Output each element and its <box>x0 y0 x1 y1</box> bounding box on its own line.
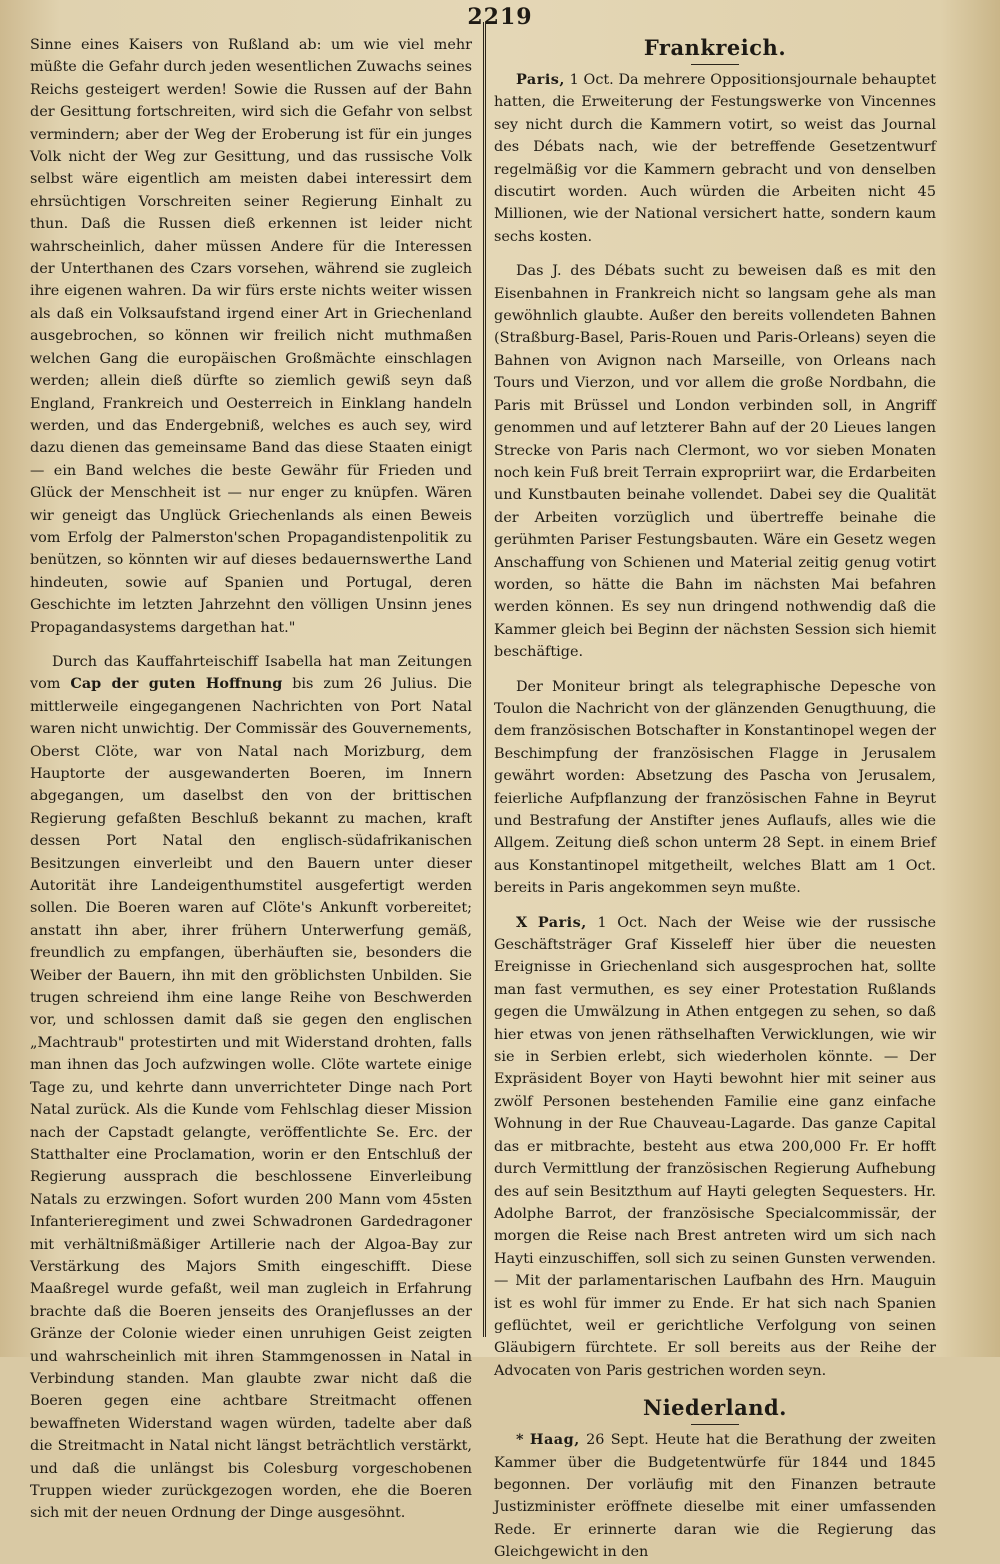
right-column <box>494 34 937 1561</box>
page-number: 2219 <box>467 4 533 30</box>
dateline: Paris, <box>537 913 587 931</box>
left-column <box>30 34 472 1522</box>
heading-underline <box>691 64 739 65</box>
column-divider <box>483 22 486 1337</box>
russia-article-continuation: Sinne eines Kaisers von Rußland ab: um wie viel mehr müßte die Gefahr durch jeden wesentlichen Zuwachs seines Reichs gesteigert werden! Sowie die Russen auf der Bahn der Gesittung fortschreiten, wird sich die Gefahr von selbst vermindern; aber der Weg der Eroberung ist für ein junges Volk nicht der Weg zur Gesittung, und das russische Volk selbst wäre eigentlich am meisten dabei interessirt dem ehrsüchtigen Vorschreiten seiner Regierung Einhalt zu thun. Daß die Russen dieß erkennen ist leider nicht wahrscheinlich, daher müssen Andere für die Interessen der Unterthanen des Czars vorsehen, während sie zugleich ihre eigenen wahren. Da wir fürs erste nichts weiter wissen als daß ein Volksaufstand irgend einer Art in Griechenland ausgebrochen, so können wir freilich nicht muthmaßen welchen Gang die europäischen Großmächte einschlagen werden; allein dieß dürfte so ziemlich gewiß seyn daß England, Frankreich und Oesterreich in Einklang handeln werden, und das Endergebniß, welches es auch sey, wird dazu dienen das gemeinsame Band das diese Staaten einigt — ein Band welches die beste Gewähr für Frieden und Glück der Menschheit ist — nur enger zu knüpfen. Wären wir geneigt das Unglück Griechenlands als einen Beweis vom Erfolg der Palmerston'schen Propagandistenpolitik zu benützen, so könnten wir auf dieses bedauernswerthe Land hindeuten, sowie auf Spanien und Portugal, deren Geschichte im letzten Jahrzehnt den völligen Unsinn jenes Propagandasystems dargethan hat." <box>30 37 472 636</box>
cape-article <box>30 651 472 1525</box>
article-text: Nach der Weise wie der russische Geschäftsträger Graf Kisseleff hier über die neuesten Ereignisse in Griechenland sich ausgesprochen hat, sollte man fast vermuthen, es sey einer Protestation Rußlands gegen die Umwälzung in Athen entgegen zu sehen, so daß hier etwas von jenen räthselhaften Verwicklungen, wie wir sie in Serbien erlebt, sich wiederholen könnte. — Der Expräsident Boyer von Hayti bewohnt hier mit seiner aus zwölf Personen bestehenden Familie eine ganz einfache Wohnung in der Rue Chauveau-Lagarde. Das ganze Capital das er mitbrachte, besteht aus etwa 200,000 Fr. Er hofft durch Vermittlung der französischen Regierung Aufhebung des auf sein Besitzthum auf Hayti gelegten Sequesters. Hr. Adolphe Barrot, der französische Specialcommissär, der morgen die Reise nach Brest antreten wird um sich nach Hayti einzuschiffen, soll sich zu seinen Gunsten verwenden. — Mit der parlamentarischen Laufbahn des Hrn. Mauguin ist es wohl für immer zu Ende. Er hat sich nach Spanien geflüchtet, weil er gerichtliche Verfolgung von seinen Gläubigern fürchtete. Er soll bereits aus der Reihe der Advocaten von Paris gestrichen worden seyn. <box>494 914 937 1379</box>
paris-article-4 <box>494 912 936 1383</box>
section-heading-netherlands: Niederland. <box>643 1395 787 1421</box>
section-heading-france: Frankreich. <box>643 35 787 60</box>
paris-article-3: Der Moniteur bringt als telegraphische Depesche von Toulon die Nachricht von der glänzenden Genugthuung, die dem französischen Botschafter in Konstantinopel wegen der Beschimpfung der französischen Flagge in Jerusalem gewährt worden: Absetzung des Pascha von Jerusalem, feierliche Aufpflanzung der französischen Fahne in Beyrut und Bestrafung der Anstifter jenes Auflaufs, alles wie die Allgem. Zeitung dieß schon unterm 28 Sept. in einem Brief aus Konstantinopel mitgetheilt, welches Blatt am 1 Oct. bereits in Paris angekommen seyn mußte. <box>494 678 936 897</box>
article-text: Da mehrere Oppositionsjournale behauptet hatten, die Erweiterung der Festungswerke von Vincennes sey nicht durch die Kammern votirt, so weist das Journal des Débats nach, wie der betreffende Gesetzentwurf regelmäßig vor die Kammern gebracht und von denselben discutirt worden. Auch würden die Arbeiten nicht 45 Millionen, wie der National versichert hatte, sondern kaum sechs kosten. <box>494 72 936 245</box>
correspondent-mark: X <box>516 913 528 931</box>
cape-article-text: Durch das Kauffahrteischiff Isabella hat man Zeitungen vom Cap der guten Hoffnung bis zum 26 Julius. Die mittlerweile eingegangenen Nachrichten von Port Natal waren nicht unwichtig. Der Commissär des Gouvernements, Oberst Clöte, war von Natal nach Morizburg, dem Hauptorte der ausgewanderten Boeren, im Innern abgegangen, um daselbst den von der brittischen Regierung gefaßten Beschluß bekannt zu machen, kraft dessen Port Natal den englisch-südafrikanischen Besitzungen einverleibt und den Bauern unter dieser Autorität ihre Landeigenthumstitel ausgefertigt werden sollen. Die Boeren waren auf Clöte's Ankunft vorbereitet; anstatt ihn aber, ihrer frühern Unterwerfung gemäß, freundlich zu empfangen, überhäuften sie, besonders die Weiber der Bauern, ihn mit den gröblichsten Unbilden. Sie trugen schreiend ihm eine lange Reihe von Beschwerden vor, und schlossen damit daß sie gegen den englischen „Machtraub" protestirten und mit Widerstand drohten, falls man ihnen das Joch aufzwingen wolle. Clöte wartete einige Tage zu, und kehrte dann unverrichteter Dinge nach Port Natal zurück. Als die Kunde vom Fehlschlag dieser Mission nach der Capstadt gelangte, veröffentlichte Se. Erc. der Statthalter eine Proclamation, worin er den Entschluß der Regierung aussprach die beschlossene Einverleibung Natals zu erzwingen. Sofort wurden 200 Mann vom 45sten Infanterieregiment und zwei Schwadronen Gardedragoner mit verhältnißmäßiger Artillerie nach der Algoa-Bay zur Verstärkung des Majors Smith eingeschifft. Diese Maaßregel wurde gefaßt, weil man zugleich in Erfahrung brachte daß die Boeren jenseits des Oranjeflusses an der Gränze der Colonie wieder einen unruhigen Geist zeigten und wahrscheinlich mit ihren Stammgenossen in Natal in Verbindung standen. Man glaubte zwar nicht daß die Boeren gegen eine achtbare Streitmacht offenen bewaffneten Widerstand wagen würden, tadelte aber daß die Streitmacht in Natal nicht längst beträchtlich verstärkt, und daß die unlängst bis Colesburg vorgeschobenen Truppen wieder zurückgezogen worden, ehe die Boeren sich mit der neuen Ordnung der Dinge ausgesöhnt. <box>30 653 472 1522</box>
date: 1 Oct. <box>569 72 614 88</box>
place-emphasis: Cap der guten Hoffnung <box>70 675 283 693</box>
dateline: Paris, <box>516 71 565 88</box>
haag-article <box>494 1429 936 1563</box>
paris-article-2: Das J. des Débats sucht zu beweisen daß es mit den Eisenbahnen in Frankreich nicht so langsam gehe als man gewöhnlich glaubte. Außer den bereits vollendeten Bahnen (Straßburg-Basel, Paris-Rouen und Paris-Orleans) seyen die Bahnen von Avignon nach Marseille, von Orleans nach Tours und Vierzon, und vor allem die große Nordbahn, die Paris mit Brüssel und London verbinden soll, in Angriff genommen und auf letzterer Bahn auf der 20 Lieues langen Strecke von Paris nach Clermont, wo vor sieben Monaten noch kein Fuß breit Terrain expropriirt war, die Erdarbeiten und Kunstbauten beinahe vollendet. Dabei sey die Qualität der Arbeiten vorzüglich und übertreffe beinahe die gerühmten Pariser Festungsbauten. Wäre ein Gesetz wegen Anschaffung von Schienen und Material zeitig genug votirt worden, so hätte die Bahn im nächsten Mai befahren werden können. Es sey nun dringend nothwendig daß die Kammer gleich bei Beginn der nächsten Session sich hiemit beschäftige. <box>494 263 936 661</box>
date: 26 Sept. <box>586 1432 649 1449</box>
paris-article-1 <box>494 69 936 248</box>
date: 1 Oct. <box>597 914 648 931</box>
heading-underline <box>691 1424 739 1425</box>
dateline: Haag, <box>529 1431 580 1449</box>
article-text: Heute hat die Berathung der zweiten Kammer über die Budgetentwürfe für 1844 und 1845 begonnen. Der vorläufig mit den Finanzen betraute Justizminister eröffnete dieselbe mit einer umfassenden Rede. Er erinnerte daran wie die Regierung das Gleichgewicht in den <box>494 1432 936 1561</box>
correspondent-mark: * <box>516 1431 524 1449</box>
